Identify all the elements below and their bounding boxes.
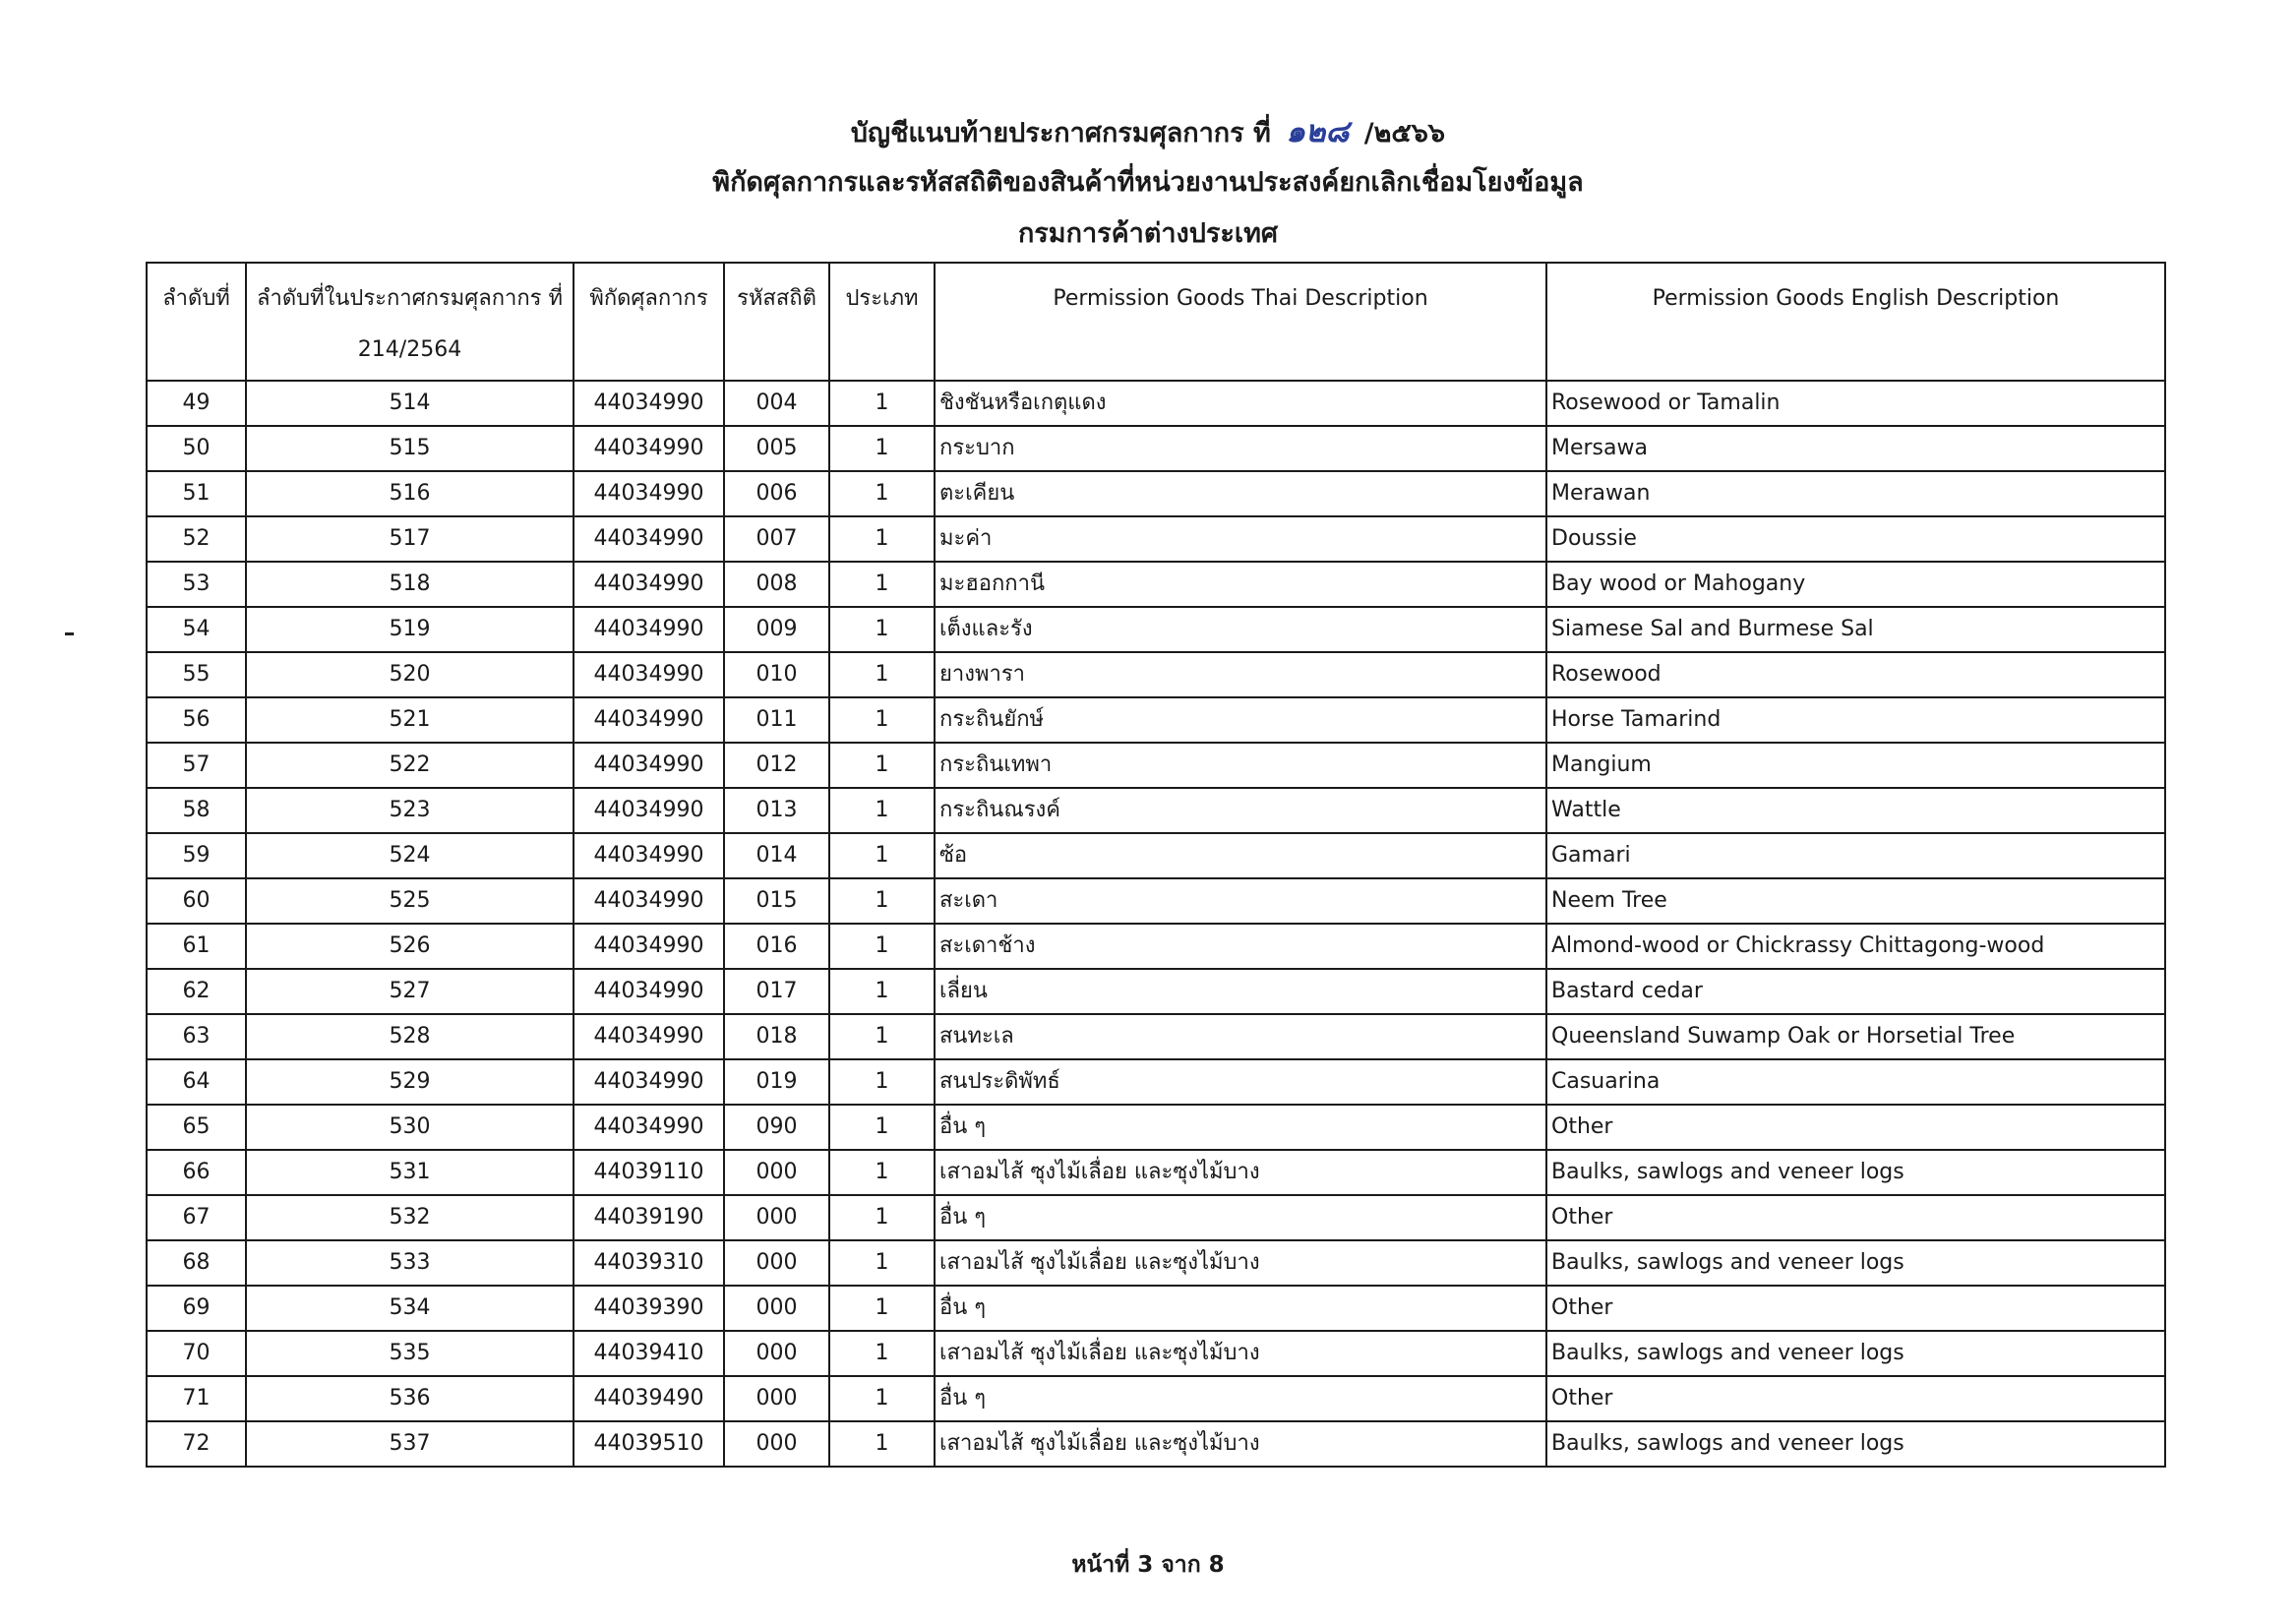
type-cell: 1 [829, 1240, 935, 1286]
row-number-cell: 58 [147, 788, 246, 833]
stat-code-cell: 000 [724, 1150, 829, 1195]
announcement-seq-cell: 515 [246, 426, 574, 471]
announcement-seq-cell: 524 [246, 833, 574, 878]
announcement-seq-cell: 527 [246, 969, 574, 1014]
row-number-cell: 63 [147, 1014, 246, 1059]
table-row [147, 652, 2165, 697]
tariff-code-cell: 44039110 [574, 1150, 724, 1195]
type-cell: 1 [829, 924, 935, 969]
english-description-cell: Rosewood [1546, 652, 2165, 697]
row-number-cell: 71 [147, 1376, 246, 1421]
row-number-cell: 68 [147, 1240, 246, 1286]
table-body [147, 381, 2165, 1467]
table-row [147, 924, 2165, 969]
row-number-cell: 53 [147, 562, 246, 607]
type-cell: 1 [829, 516, 935, 562]
english-description-cell: Other [1546, 1286, 2165, 1331]
row-number-cell: 57 [147, 743, 246, 788]
announcement-seq-cell: 514 [246, 381, 574, 426]
thai-description-cell: เสาอมไส้ ซุงไม้เลื่อย และซุงไม้บาง [935, 1150, 1546, 1195]
english-description-cell: Mangium [1546, 743, 2165, 788]
english-description-cell: Baulks, sawlogs and veneer logs [1546, 1331, 2165, 1376]
table-row [147, 1059, 2165, 1105]
type-cell: 1 [829, 697, 935, 743]
english-description-cell: Other [1546, 1195, 2165, 1240]
tariff-code-cell: 44034990 [574, 788, 724, 833]
thai-description-cell: กระถินเทพา [935, 743, 1546, 788]
announcement-seq-cell: 537 [246, 1421, 574, 1467]
tariff-code-cell: 44034990 [574, 516, 724, 562]
tariff-code-cell: 44039410 [574, 1331, 724, 1376]
tariff-code-cell: 44034990 [574, 1105, 724, 1150]
table-row [147, 833, 2165, 878]
type-cell: 1 [829, 878, 935, 924]
type-cell: 1 [829, 1286, 935, 1331]
english-description-cell: Gamari [1546, 833, 2165, 878]
stat-code-cell: 004 [724, 381, 829, 426]
stat-code-cell: 007 [724, 516, 829, 562]
tariff-code-cell: 44034990 [574, 652, 724, 697]
row-number-cell: 64 [147, 1059, 246, 1105]
english-description-cell: Mersawa [1546, 426, 2165, 471]
type-cell: 1 [829, 607, 935, 652]
announcement-seq-cell: 530 [246, 1105, 574, 1150]
table-row [147, 1286, 2165, 1331]
tariff-code-cell: 44034990 [574, 969, 724, 1014]
row-number-cell: 52 [147, 516, 246, 562]
column-header: พิกัดศุลกากร [574, 263, 724, 381]
type-cell: 1 [829, 1014, 935, 1059]
table-row [147, 969, 2165, 1014]
tariff-code-cell: 44039310 [574, 1240, 724, 1286]
english-description-cell: Other [1546, 1105, 2165, 1150]
stat-code-cell: 005 [724, 426, 829, 471]
english-description-cell: Horse Tamarind [1546, 697, 2165, 743]
announcement-seq-cell: 532 [246, 1195, 574, 1240]
english-description-cell: Bay wood or Mahogany [1546, 562, 2165, 607]
stat-code-cell: 006 [724, 471, 829, 516]
tariff-code-cell: 44034990 [574, 426, 724, 471]
announcement-seq-cell: 529 [246, 1059, 574, 1105]
tariff-code-cell: 44034990 [574, 562, 724, 607]
tariff-code-cell: 44034990 [574, 833, 724, 878]
row-number-cell: 69 [147, 1286, 246, 1331]
row-number-cell: 50 [147, 426, 246, 471]
type-cell: 1 [829, 652, 935, 697]
announcement-seq-cell: 523 [246, 788, 574, 833]
stat-code-cell: 018 [724, 1014, 829, 1059]
type-cell: 1 [829, 833, 935, 878]
title-prefix: บัญชีแนบท้ายประกาศกรมศุลกากร ที่ [850, 118, 1271, 149]
tariff-code-cell: 44034990 [574, 471, 724, 516]
thai-description-cell: ชิงชันหรือเกตุแดง [935, 381, 1546, 426]
row-number-cell: 60 [147, 878, 246, 924]
thai-description-cell: อื่น ๆ [935, 1105, 1546, 1150]
column-header: รหัสสถิติ [724, 263, 829, 381]
row-number-cell: 61 [147, 924, 246, 969]
row-number-cell: 65 [147, 1105, 246, 1150]
stat-code-cell: 011 [724, 697, 829, 743]
announcement-seq-cell: 519 [246, 607, 574, 652]
type-cell: 1 [829, 1150, 935, 1195]
type-cell: 1 [829, 1376, 935, 1421]
document-title-line-1 [0, 114, 2296, 151]
table-row [147, 426, 2165, 471]
tariff-code-cell: 44034990 [574, 1059, 724, 1105]
thai-description-cell: ยางพารา [935, 652, 1546, 697]
table-header-row [147, 263, 2165, 381]
type-cell: 1 [829, 1331, 935, 1376]
stat-code-cell: 013 [724, 788, 829, 833]
row-number-cell: 62 [147, 969, 246, 1014]
row-number-cell: 59 [147, 833, 246, 878]
table-row [147, 878, 2165, 924]
row-number-cell: 67 [147, 1195, 246, 1240]
tariff-code-cell: 44039510 [574, 1421, 724, 1467]
table-row [147, 743, 2165, 788]
thai-description-cell: ซ้อ [935, 833, 1546, 878]
english-description-cell: Merawan [1546, 471, 2165, 516]
announcement-seq-cell: 517 [246, 516, 574, 562]
english-description-cell: Queensland Suwamp Oak or Horsetial Tree [1546, 1014, 2165, 1059]
type-cell: 1 [829, 381, 935, 426]
tariff-code-cell: 44039390 [574, 1286, 724, 1331]
row-number-cell: 51 [147, 471, 246, 516]
thai-description-cell: สะเดาช้าง [935, 924, 1546, 969]
stat-code-cell: 000 [724, 1195, 829, 1240]
announcement-seq-cell: 528 [246, 1014, 574, 1059]
type-cell: 1 [829, 969, 935, 1014]
table-row [147, 1195, 2165, 1240]
thai-description-cell: อื่น ๆ [935, 1376, 1546, 1421]
announcement-seq-cell: 518 [246, 562, 574, 607]
column-header: Permission Goods Thai Description [935, 263, 1546, 381]
type-cell: 1 [829, 788, 935, 833]
row-number-cell: 55 [147, 652, 246, 697]
stat-code-cell: 015 [724, 878, 829, 924]
english-description-cell: Wattle [1546, 788, 2165, 833]
tariff-code-cell: 44034990 [574, 878, 724, 924]
table-row [147, 1105, 2165, 1150]
stat-code-cell: 090 [724, 1105, 829, 1150]
stat-code-cell: 010 [724, 652, 829, 697]
document-title-line-3: กรมการค้าต่างประเทศ [1017, 218, 1279, 249]
table-row [147, 516, 2165, 562]
thai-description-cell: อื่น ๆ [935, 1195, 1546, 1240]
thai-description-cell: เสาอมไส้ ซุงไม้เลื่อย และซุงไม้บาง [935, 1421, 1546, 1467]
table-row [147, 562, 2165, 607]
column-header: ประเภท [829, 263, 935, 381]
stat-code-cell: 019 [724, 1059, 829, 1105]
tariff-code-cell: 44039190 [574, 1195, 724, 1240]
row-number-cell: 56 [147, 697, 246, 743]
page-number: หน้าที่ 3 จาก 8 [1071, 1552, 1225, 1578]
tariff-code-cell: 44034990 [574, 697, 724, 743]
announcement-seq-cell: 520 [246, 652, 574, 697]
thai-description-cell: มะค่า [935, 516, 1546, 562]
table-row [147, 1240, 2165, 1286]
english-description-cell: Siamese Sal and Burmese Sal [1546, 607, 2165, 652]
stat-code-cell: 014 [724, 833, 829, 878]
type-cell: 1 [829, 426, 935, 471]
english-description-cell: Baulks, sawlogs and veneer logs [1546, 1421, 2165, 1467]
row-number-cell: 49 [147, 381, 246, 426]
thai-description-cell: อื่น ๆ [935, 1286, 1546, 1331]
announcement-seq-cell: 533 [246, 1240, 574, 1286]
announcement-seq-cell: 534 [246, 1286, 574, 1331]
table-row [147, 1014, 2165, 1059]
tariff-code-cell: 44034990 [574, 743, 724, 788]
english-description-cell: Baulks, sawlogs and veneer logs [1546, 1150, 2165, 1195]
stat-code-cell: 008 [724, 562, 829, 607]
table-row [147, 697, 2165, 743]
document-title-line-2: พิกัดศุลกากรและรหัสสถิติของสินค้าที่หน่วยงานประสงค์ยกเลิกเชื่อมโยงข้อมูล [712, 167, 1584, 198]
type-cell: 1 [829, 471, 935, 516]
announcement-seq-cell: 522 [246, 743, 574, 788]
column-header: ลำดับที่ [147, 263, 246, 381]
stat-code-cell: 016 [724, 924, 829, 969]
thai-description-cell: เลี่ยน [935, 969, 1546, 1014]
english-description-cell: Doussie [1546, 516, 2165, 562]
type-cell: 1 [829, 562, 935, 607]
title-suffix: /๒๕๖๖ [1363, 118, 1446, 149]
thai-description-cell: สนทะเล [935, 1014, 1546, 1059]
english-description-cell: Neem Tree [1546, 878, 2165, 924]
thai-description-cell: ตะเคียน [935, 471, 1546, 516]
announcement-seq-cell: 536 [246, 1376, 574, 1421]
announcement-seq-cell: 521 [246, 697, 574, 743]
stray-mark [65, 632, 74, 635]
thai-description-cell: เต็งและรัง [935, 607, 1546, 652]
thai-description-cell: มะฮอกกานี [935, 562, 1546, 607]
type-cell: 1 [829, 1105, 935, 1150]
tariff-code-cell: 44034990 [574, 607, 724, 652]
thai-description-cell: กระบาก [935, 426, 1546, 471]
table-row [147, 607, 2165, 652]
table-row [147, 1331, 2165, 1376]
announcement-seq-cell: 526 [246, 924, 574, 969]
type-cell: 1 [829, 1059, 935, 1105]
english-description-cell: Baulks, sawlogs and veneer logs [1546, 1240, 2165, 1286]
stat-code-cell: 017 [724, 969, 829, 1014]
stat-code-cell: 000 [724, 1286, 829, 1331]
thai-description-cell: กระถินยักษ์ [935, 697, 1546, 743]
announcement-seq-cell: 525 [246, 878, 574, 924]
stat-code-cell: 009 [724, 607, 829, 652]
thai-description-cell: เสาอมไส้ ซุงไม้เลื่อย และซุงไม้บาง [935, 1240, 1546, 1286]
thai-description-cell: เสาอมไส้ ซุงไม้เลื่อย และซุงไม้บาง [935, 1331, 1546, 1376]
table-row [147, 1150, 2165, 1195]
thai-description-cell: กระถินณรงค์ [935, 788, 1546, 833]
table-row [147, 471, 2165, 516]
row-number-cell: 70 [147, 1331, 246, 1376]
stat-code-cell: 000 [724, 1376, 829, 1421]
table-row [147, 788, 2165, 833]
stat-code-cell: 012 [724, 743, 829, 788]
goods-table [146, 262, 2166, 1468]
english-description-cell: Almond-wood or Chickrassy Chittagong-wood [1546, 924, 2165, 969]
type-cell: 1 [829, 1195, 935, 1240]
english-description-cell: Other [1546, 1376, 2165, 1421]
tariff-code-cell: 44039490 [574, 1376, 724, 1421]
table-row [147, 1376, 2165, 1421]
table-row [147, 1421, 2165, 1467]
english-description-cell: Casuarina [1546, 1059, 2165, 1105]
stat-code-cell: 000 [724, 1240, 829, 1286]
announcement-seq-cell: 535 [246, 1331, 574, 1376]
tariff-code-cell: 44034990 [574, 1014, 724, 1059]
type-cell: 1 [829, 1421, 935, 1467]
type-cell: 1 [829, 743, 935, 788]
announcement-seq-cell: 531 [246, 1150, 574, 1195]
column-header: Permission Goods English Description [1546, 263, 2165, 381]
column-header: ลำดับที่ในประกาศกรมศุลกากร ที่ 214/2564 [246, 263, 574, 381]
english-description-cell: Rosewood or Tamalin [1546, 381, 2165, 426]
row-number-cell: 66 [147, 1150, 246, 1195]
row-number-cell: 54 [147, 607, 246, 652]
thai-description-cell: สนประดิพัทธ์ [935, 1059, 1546, 1105]
english-description-cell: Bastard cedar [1546, 969, 2165, 1014]
row-number-cell: 72 [147, 1421, 246, 1467]
stat-code-cell: 000 [724, 1331, 829, 1376]
thai-description-cell: สะเดา [935, 878, 1546, 924]
tariff-code-cell: 44034990 [574, 381, 724, 426]
table-row [147, 381, 2165, 426]
announcement-seq-cell: 516 [246, 471, 574, 516]
stat-code-cell: 000 [724, 1421, 829, 1467]
handwritten-announcement-number: ๑๒๘ [1286, 114, 1350, 150]
tariff-code-cell: 44034990 [574, 924, 724, 969]
